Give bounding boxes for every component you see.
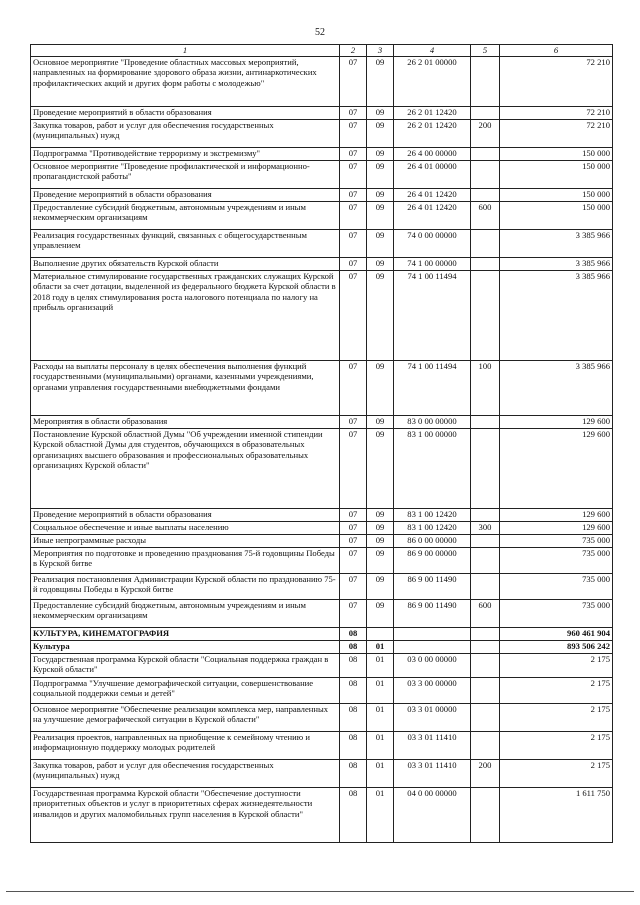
row-subsection: 01 <box>367 787 394 842</box>
row-name: Материальное стимулирование государственных гражданских служащих Курской области за счет дотации, выделенной из федерального бюджета Курской области в 2018 году в целях стимулирования роста налогового потенциала по налогу на прибыль организаций <box>31 270 340 360</box>
row-subsection: 09 <box>367 229 394 257</box>
row-section: 07 <box>340 56 367 106</box>
row-expense-type <box>471 787 500 842</box>
column-header: 6 <box>500 45 613 57</box>
page-bottom-rule <box>6 891 634 892</box>
row-expense-type <box>471 56 500 106</box>
row-target-article: 03 3 01 00000 <box>394 703 471 731</box>
row-section: 07 <box>340 428 367 508</box>
table-row <box>31 573 613 599</box>
row-expense-type <box>471 677 500 703</box>
table-row <box>31 270 613 360</box>
row-target-article: 86 9 00 11490 <box>394 573 471 599</box>
table-row <box>31 188 613 201</box>
table-row <box>31 521 613 534</box>
row-amount: 72 210 <box>500 56 613 106</box>
row-target-article: 74 1 00 11494 <box>394 360 471 415</box>
row-target-article: 03 0 00 00000 <box>394 653 471 677</box>
row-amount: 129 600 <box>500 508 613 521</box>
row-subsection: 01 <box>367 677 394 703</box>
row-amount: 150 000 <box>500 160 613 188</box>
row-amount: 72 210 <box>500 119 613 147</box>
row-subsection: 01 <box>367 731 394 759</box>
row-target-article: 26 4 01 12420 <box>394 201 471 229</box>
table-row <box>31 599 613 627</box>
row-amount: 735 000 <box>500 573 613 599</box>
row-expense-type <box>471 188 500 201</box>
row-section: 07 <box>340 508 367 521</box>
row-name: Расходы на выплаты персоналу в целях обеспечения выполнения функций государственными (муниципальными) органами, казенными учреждениями, органами управления государственными внебюджетными фондами <box>31 360 340 415</box>
row-section: 07 <box>340 119 367 147</box>
row-name: Иные непрограммные расходы <box>31 534 340 547</box>
row-expense-type <box>471 547 500 573</box>
row-name: Предоставление субсидий бюджетным, автономным учреждениям и иным некоммерческим организациям <box>31 599 340 627</box>
row-target-article: 26 2 01 12420 <box>394 119 471 147</box>
row-subsection: 09 <box>367 147 394 160</box>
row-name: Основное мероприятие "Обеспечение реализации комплекса мер, направленных на улучшение демографической ситуации в Курской области" <box>31 703 340 731</box>
row-expense-type <box>471 106 500 119</box>
row-target-article: 04 0 00 00000 <box>394 787 471 842</box>
table-row <box>31 534 613 547</box>
row-amount: 129 600 <box>500 428 613 508</box>
row-amount: 3 385 966 <box>500 360 613 415</box>
row-subsection: 09 <box>367 188 394 201</box>
row-amount: 3 385 966 <box>500 229 613 257</box>
row-target-article: 74 1 00 00000 <box>394 257 471 270</box>
row-expense-type <box>471 257 500 270</box>
row-section: 07 <box>340 415 367 428</box>
row-subsection: 09 <box>367 201 394 229</box>
row-subsection: 09 <box>367 547 394 573</box>
row-section: 07 <box>340 547 367 573</box>
row-subsection: 01 <box>367 703 394 731</box>
row-expense-type <box>471 653 500 677</box>
row-target-article: 74 0 00 00000 <box>394 229 471 257</box>
row-name: Закупка товаров, работ и услуг для обеспечения государственных (муниципальных) нужд <box>31 759 340 787</box>
table-row <box>31 703 613 731</box>
column-header: 2 <box>340 45 367 57</box>
row-name: Основное мероприятие "Проведение областных массовых мероприятий, направленных на формирование здорового образа жизни, антинаркотических профилактических акций и других форм работы с молодежью" <box>31 56 340 106</box>
column-header: 5 <box>471 45 500 57</box>
row-name: Выполнение других обязательств Курской области <box>31 257 340 270</box>
row-subsection: 09 <box>367 106 394 119</box>
row-section: 07 <box>340 599 367 627</box>
row-subsection: 09 <box>367 534 394 547</box>
row-amount: 2 175 <box>500 677 613 703</box>
table-row <box>31 547 613 573</box>
row-expense-type: 200 <box>471 759 500 787</box>
row-name: Подпрограмма "Противодействие терроризму и экстремизму" <box>31 147 340 160</box>
row-expense-type <box>471 415 500 428</box>
row-section: 07 <box>340 360 367 415</box>
row-name: Предоставление субсидий бюджетным, автономным учреждениям и иным некоммерческим организациям <box>31 201 340 229</box>
row-target-article: 83 0 00 00000 <box>394 415 471 428</box>
column-header: 4 <box>394 45 471 57</box>
row-target-article: 26 2 01 12420 <box>394 106 471 119</box>
table-row <box>31 653 613 677</box>
row-section: 08 <box>340 640 367 653</box>
row-subsection: 01 <box>367 640 394 653</box>
row-section: 08 <box>340 787 367 842</box>
row-subsection: 01 <box>367 653 394 677</box>
row-amount: 893 506 242 <box>500 640 613 653</box>
row-expense-type: 200 <box>471 119 500 147</box>
column-header: 3 <box>367 45 394 57</box>
row-amount: 735 000 <box>500 599 613 627</box>
row-target-article <box>394 627 471 640</box>
row-amount: 150 000 <box>500 147 613 160</box>
row-amount: 150 000 <box>500 201 613 229</box>
row-target-article: 83 1 00 12420 <box>394 521 471 534</box>
column-header: 1 <box>31 45 340 57</box>
row-name: Проведение мероприятий в области образования <box>31 188 340 201</box>
row-section: 07 <box>340 521 367 534</box>
row-amount: 2 175 <box>500 759 613 787</box>
row-subsection: 01 <box>367 759 394 787</box>
row-subsection: 09 <box>367 573 394 599</box>
row-name: Проведение мероприятий в области образования <box>31 106 340 119</box>
row-section: 07 <box>340 229 367 257</box>
row-expense-type <box>471 640 500 653</box>
row-section: 08 <box>340 703 367 731</box>
row-amount: 2 175 <box>500 653 613 677</box>
row-section: 08 <box>340 759 367 787</box>
row-name: Реализация государственных функций, связанных с общегосударственным управлением <box>31 229 340 257</box>
header-row <box>31 45 613 57</box>
row-name: Закупка товаров, работ и услуг для обеспечения государственных (муниципальных) нужд <box>31 119 340 147</box>
row-subsection: 09 <box>367 508 394 521</box>
row-target-article: 74 1 00 11494 <box>394 270 471 360</box>
row-target-article: 03 3 01 11410 <box>394 759 471 787</box>
row-subsection: 09 <box>367 56 394 106</box>
row-name: Реализация постановления Администрации Курской области по празднованию 75-й годовщины Победы в Курской битве <box>31 573 340 599</box>
table-row <box>31 56 613 106</box>
page-number: 52 <box>315 27 325 38</box>
row-expense-type: 300 <box>471 521 500 534</box>
table-row <box>31 201 613 229</box>
row-expense-type: 600 <box>471 599 500 627</box>
table-row <box>31 106 613 119</box>
row-amount: 1 611 750 <box>500 787 613 842</box>
row-name: Мероприятия по подготовке и проведению празднования 75-й годовщины Победы в Курской битве <box>31 547 340 573</box>
row-amount: 150 000 <box>500 188 613 201</box>
row-name: Государственная программа Курской области "Социальная поддержка граждан в Курской области" <box>31 653 340 677</box>
table-row <box>31 257 613 270</box>
row-expense-type <box>471 627 500 640</box>
row-subsection: 09 <box>367 160 394 188</box>
table-row <box>31 147 613 160</box>
row-subsection: 09 <box>367 360 394 415</box>
table-row <box>31 640 613 653</box>
row-subsection: 09 <box>367 270 394 360</box>
row-expense-type <box>471 534 500 547</box>
row-section: 08 <box>340 653 367 677</box>
row-name: Социальное обеспечение и иные выплаты населению <box>31 521 340 534</box>
row-name: Постановление Курской областной Думы "Об учреждении именной стипендии Курской областной Думы для студентов, обучающихся в образовательных организациях высшего образования и профессиональных образовательных организациях Курской области" <box>31 428 340 508</box>
row-subsection: 09 <box>367 415 394 428</box>
row-expense-type <box>471 160 500 188</box>
table-row <box>31 677 613 703</box>
row-target-article <box>394 640 471 653</box>
row-section: 07 <box>340 201 367 229</box>
row-subsection: 09 <box>367 599 394 627</box>
row-expense-type <box>471 508 500 521</box>
row-section: 07 <box>340 534 367 547</box>
table-row <box>31 360 613 415</box>
row-section: 08 <box>340 677 367 703</box>
row-amount: 3 385 966 <box>500 270 613 360</box>
row-amount: 2 175 <box>500 703 613 731</box>
row-subsection: 09 <box>367 428 394 508</box>
row-subsection: 09 <box>367 257 394 270</box>
row-section: 08 <box>340 627 367 640</box>
row-amount: 735 000 <box>500 547 613 573</box>
row-target-article: 26 4 01 00000 <box>394 160 471 188</box>
row-name: Подпрограмма "Улучшение демографической ситуации, совершенствование социальной поддержки семьи и детей" <box>31 677 340 703</box>
row-section: 07 <box>340 160 367 188</box>
table-row <box>31 428 613 508</box>
row-section: 07 <box>340 573 367 599</box>
row-section: 07 <box>340 147 367 160</box>
row-amount: 960 461 904 <box>500 627 613 640</box>
row-amount: 2 175 <box>500 731 613 759</box>
table-row <box>31 119 613 147</box>
row-section: 07 <box>340 188 367 201</box>
row-name: Культура <box>31 640 340 653</box>
row-target-article: 86 0 00 00000 <box>394 534 471 547</box>
row-name: Мероприятия в области образования <box>31 415 340 428</box>
table-row <box>31 415 613 428</box>
row-expense-type <box>471 428 500 508</box>
row-name: Основное мероприятие "Проведение профилактической и информационно-пропагандистской работы" <box>31 160 340 188</box>
row-expense-type <box>471 147 500 160</box>
row-amount: 72 210 <box>500 106 613 119</box>
row-amount: 3 385 966 <box>500 257 613 270</box>
row-amount: 129 600 <box>500 415 613 428</box>
row-target-article: 26 2 01 00000 <box>394 56 471 106</box>
row-name: Проведение мероприятий в области образования <box>31 508 340 521</box>
row-target-article: 83 1 00 00000 <box>394 428 471 508</box>
row-section: 07 <box>340 270 367 360</box>
row-expense-type <box>471 731 500 759</box>
row-target-article: 03 3 01 11410 <box>394 731 471 759</box>
row-section: 07 <box>340 257 367 270</box>
row-amount: 735 000 <box>500 534 613 547</box>
budget-table <box>30 44 613 843</box>
table-row <box>31 759 613 787</box>
row-subsection: 09 <box>367 521 394 534</box>
row-target-article: 26 4 01 12420 <box>394 188 471 201</box>
row-name: КУЛЬТУРА, КИНЕМАТОГРАФИЯ <box>31 627 340 640</box>
table-row <box>31 229 613 257</box>
table-row <box>31 508 613 521</box>
row-target-article: 26 4 00 00000 <box>394 147 471 160</box>
row-expense-type <box>471 270 500 360</box>
row-target-article: 86 9 00 11490 <box>394 599 471 627</box>
row-target-article: 03 3 00 00000 <box>394 677 471 703</box>
row-subsection <box>367 627 394 640</box>
row-name: Государственная программа Курской области "Обеспечение доступности приоритетных объектов и услуг в приоритетных сферах жизнедеятельности инвалидов и других маломобильных групп населения в Курской области" <box>31 787 340 842</box>
row-section: 07 <box>340 106 367 119</box>
row-subsection: 09 <box>367 119 394 147</box>
row-expense-type: 100 <box>471 360 500 415</box>
table-row <box>31 627 613 640</box>
row-expense-type: 600 <box>471 201 500 229</box>
row-amount: 129 600 <box>500 521 613 534</box>
row-section: 08 <box>340 731 367 759</box>
table-row <box>31 731 613 759</box>
row-target-article: 86 9 00 00000 <box>394 547 471 573</box>
row-expense-type <box>471 573 500 599</box>
row-target-article: 83 1 00 12420 <box>394 508 471 521</box>
row-expense-type <box>471 703 500 731</box>
row-expense-type <box>471 229 500 257</box>
table-row <box>31 160 613 188</box>
table-row <box>31 787 613 842</box>
row-name: Реализация проектов, направленных на приобщение к семейному чтению и информационную поддержку молодых родителей <box>31 731 340 759</box>
